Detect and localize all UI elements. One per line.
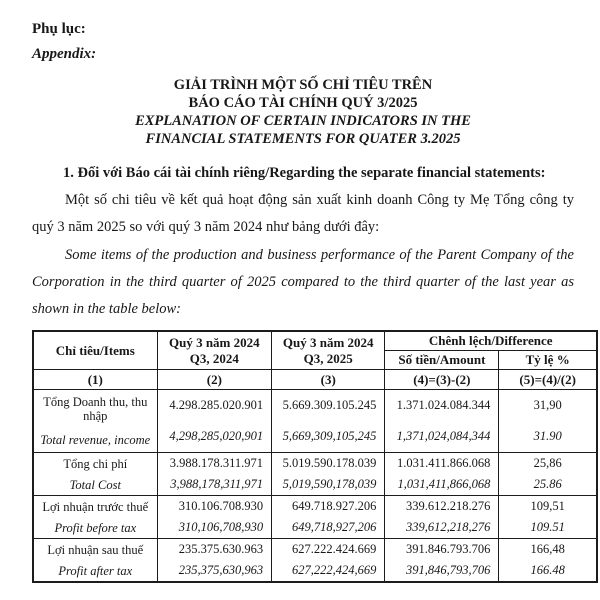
table-row-profit-after-tax xyxy=(33,539,597,583)
cell-amount-vn: 1.371.024.084.344 xyxy=(396,398,491,412)
title-vn-line2: BÁO CÁO TÀI CHÍNH QUÝ 3/2025 xyxy=(188,95,418,111)
table-row-total-cost xyxy=(33,453,597,496)
cell-q3-2025-vn: 5.019.590.178.039 xyxy=(282,456,377,470)
index-col-3: (3) xyxy=(272,370,385,390)
index-col-2: (2) xyxy=(157,370,271,390)
cell-q3-2024-en: 235,375,630,963 xyxy=(178,563,264,577)
cell-ratio-en: 109.51 xyxy=(530,520,565,534)
cell-amount-en: 391,846,793,706 xyxy=(405,563,491,577)
table-header-row-1 xyxy=(33,331,597,351)
table-row-total-revenue xyxy=(33,390,597,453)
title-en-line2: FINANCIAL STATEMENTS FOR QUATER 3.2025 xyxy=(145,131,461,147)
row-label-vn: Tổng Doanh thu, thu nhập xyxy=(43,395,148,423)
cell-q3-2024-en: 3,988,178,311,971 xyxy=(170,477,264,491)
table-index-row xyxy=(33,370,597,390)
cell-ratio-en: 25.86 xyxy=(533,477,562,491)
appendix-label-vn: Phụ lục: xyxy=(32,21,86,37)
header-q3-2024-line1: Quý 3 năm 2024 xyxy=(168,334,260,350)
index-col-5: (5)=(4)/(2) xyxy=(499,370,597,390)
cell-q3-2025-vn: 5.669.309.105.245 xyxy=(282,398,377,412)
row-label-en: Total revenue, income xyxy=(40,433,151,447)
cell-amount-en: 339,612,218,276 xyxy=(405,520,491,534)
cell-amount-vn: 339.612.218.276 xyxy=(405,499,491,513)
cell-q3-2025-vn: 627.222.424.669 xyxy=(292,542,377,556)
cell-q3-2024-vn: 4.298.285.020.901 xyxy=(169,398,264,412)
cell-ratio-vn: 166,48 xyxy=(530,542,565,556)
paragraph-vn: Một số chi tiêu về kết quả hoạt động sản xuất kinh doanh Công ty Mẹ Tổng công ty quý 3 năm 2025 so với quý 3 năm 2024 như bảng dưới đây: xyxy=(32,192,574,235)
row-label-vn: Lợi nhuận trước thuế xyxy=(42,499,149,514)
header-difference: Chênh lệch/Difference xyxy=(385,331,597,351)
header-ratio: Tỷ lệ % xyxy=(499,351,597,370)
cell-amount-vn: 1.031.411.866.068 xyxy=(397,456,491,470)
cell-ratio-vn: 25,86 xyxy=(533,456,562,470)
section-1-heading: 1. Đối với Báo cái tài chính riêng/Regarding the separate financial statements: xyxy=(63,165,546,181)
row-label-en: Profit before tax xyxy=(54,520,137,535)
cell-ratio-vn: 31,90 xyxy=(533,398,562,412)
cell-q3-2025-en: 649,718,927,206 xyxy=(292,520,377,534)
row-label-vn: Tổng chi phí xyxy=(63,456,128,471)
header-amount: Số tiền/Amount xyxy=(385,351,499,370)
cell-q3-2024-en: 4,298,285,020,901 xyxy=(169,429,264,443)
row-label-en: Profit after tax xyxy=(58,563,133,578)
header-q3-2025-line2: Q3, 2025 xyxy=(303,350,353,366)
paragraph-en: Some items of the production and business performance of the Parent Company of the Corporation in the third quarter of 2025 compared to the third quarter of the last year as shown in the table below: xyxy=(32,247,574,317)
cell-q3-2025-en: 5,019,590,178,039 xyxy=(282,477,377,491)
index-col-1: (1) xyxy=(33,370,157,390)
cell-q3-2024-vn: 310.106.708.930 xyxy=(178,499,264,513)
row-label-en: Total Cost xyxy=(69,477,121,492)
cell-ratio-en: 166.48 xyxy=(530,563,565,577)
cell-q3-2024-vn: 235.375.630.963 xyxy=(178,542,264,556)
header-q3-2025 xyxy=(272,331,385,370)
cell-q3-2025-vn: 649.718.927.206 xyxy=(292,499,377,513)
table-row-profit-before-tax xyxy=(33,496,597,539)
index-col-4: (4)=(3)-(2) xyxy=(385,370,499,390)
document-title xyxy=(32,76,574,148)
title-en-line1: EXPLANATION OF CERTAIN INDICATORS IN THE xyxy=(135,113,471,129)
header-q3-2024-line2: Q3, 2024 xyxy=(189,350,239,366)
header-q3-2025-line1: Quý 3 năm 2024 xyxy=(282,334,374,350)
header-items: Chỉ tiêu/Items xyxy=(33,331,157,370)
cell-ratio-en: 31.90 xyxy=(533,429,562,443)
cell-q3-2024-vn: 3.988.178.311.971 xyxy=(169,456,264,470)
financial-comparison-table xyxy=(32,330,598,583)
row-label-vn: Lợi nhuận sau thuế xyxy=(47,542,144,557)
cell-q3-2025-en: 627,222,424,669 xyxy=(292,563,377,577)
header-q3-2024 xyxy=(157,331,271,370)
cell-ratio-vn: 109,51 xyxy=(530,499,565,513)
appendix-label-en: Appendix: xyxy=(32,46,97,62)
cell-q3-2025-en: 5,669,309,105,245 xyxy=(282,429,377,443)
cell-q3-2024-en: 310,106,708,930 xyxy=(178,520,264,534)
title-vn-line1: GIẢI TRÌNH MỘT SỐ CHỈ TIÊU TRÊN xyxy=(173,77,433,93)
cell-amount-en: 1,031,411,866,068 xyxy=(397,477,491,491)
cell-amount-en: 1,371,024,084,344 xyxy=(396,429,491,443)
cell-amount-vn: 391.846.793.706 xyxy=(405,542,491,556)
